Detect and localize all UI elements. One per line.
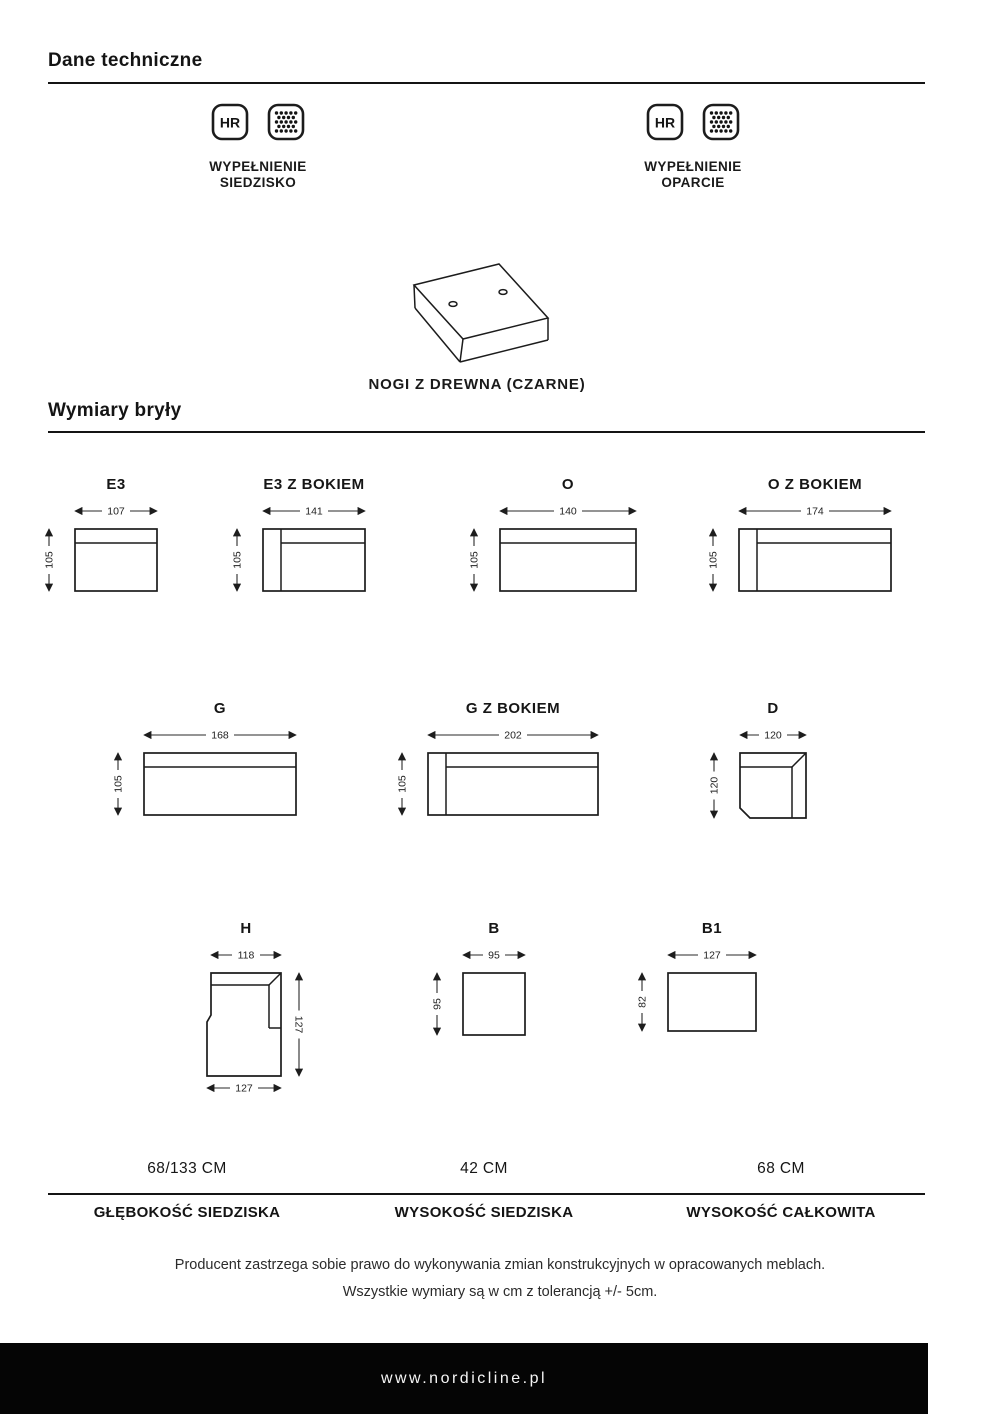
hr-badge-text: HR bbox=[219, 114, 241, 131]
module-d bbox=[700, 700, 812, 829]
module-title: O bbox=[561, 476, 575, 493]
height-dimension: 105 bbox=[396, 775, 409, 793]
module-title: H bbox=[240, 920, 252, 937]
module-h bbox=[201, 920, 319, 1105]
module-title: O Z BOKIEM bbox=[767, 476, 863, 493]
width-dimension: 140 bbox=[559, 505, 577, 518]
module-title: D bbox=[767, 700, 779, 717]
summary-value: 68/133 CM bbox=[147, 1160, 227, 1177]
summary-divider bbox=[48, 1193, 925, 1195]
height-dimension: 105 bbox=[707, 551, 720, 569]
width-dimension: 202 bbox=[504, 729, 522, 742]
width-dimension: 127 bbox=[703, 949, 721, 962]
summary-label: GŁĘBOKOŚĆ SIEDZISKA bbox=[93, 1204, 281, 1221]
module-b bbox=[423, 920, 531, 1046]
summary-seat-height bbox=[334, 1160, 634, 1178]
filling-seat-label bbox=[158, 159, 358, 191]
module-title: B bbox=[488, 920, 500, 937]
legs-illustration bbox=[396, 256, 566, 373]
heading-divider bbox=[48, 431, 925, 433]
filling-back-group bbox=[593, 103, 793, 191]
legs-caption: NOGI Z DREWNA (CZARNE) bbox=[368, 376, 586, 393]
module-o-z-bokiem bbox=[699, 476, 897, 602]
disclaimer-line2: Wszystkie wymiary są w cm z tolerancją +/- 5cm. bbox=[342, 1283, 658, 1300]
filling-pattern-icon bbox=[267, 103, 305, 141]
height-dimension: 127 bbox=[292, 1015, 305, 1034]
heading-divider bbox=[48, 82, 925, 84]
height-dimension: 105 bbox=[231, 551, 244, 569]
module-g bbox=[104, 700, 302, 826]
summary-seat-depth bbox=[37, 1160, 337, 1178]
disclaimer-line1: Producent zastrzega sobie prawo do wykonywania zmian konstrukcyjnych w opracowanych meblach. bbox=[174, 1257, 826, 1273]
summary-label: WYSOKOŚĆ SIEDZISKA bbox=[394, 1204, 574, 1221]
dimensions-heading: Wymiary bryły bbox=[48, 400, 182, 421]
module-b1 bbox=[628, 920, 762, 1042]
filling-back-label-line2: OPARCIE bbox=[661, 174, 725, 190]
module-title: G Z BOKIEM bbox=[465, 700, 561, 717]
module-e3 bbox=[35, 476, 163, 602]
width-dimension: 120 bbox=[764, 729, 782, 742]
module-g-z-bokiem bbox=[388, 700, 604, 826]
summary-label: WYSOKOŚĆ CAŁKOWITA bbox=[686, 1204, 876, 1221]
footer-bar bbox=[0, 1343, 928, 1414]
filling-seat-group bbox=[158, 103, 358, 191]
module-title: B1 bbox=[701, 920, 723, 937]
width-dimension: 168 bbox=[211, 729, 229, 742]
summary-seat-height-label bbox=[334, 1204, 634, 1221]
height-dimension: 82 bbox=[636, 996, 649, 1008]
width-dimension: 141 bbox=[305, 505, 323, 518]
width-dimension: 118 bbox=[237, 949, 255, 962]
module-title: E3 Z BOKIEM bbox=[263, 476, 365, 493]
summary-total-height-label bbox=[631, 1204, 931, 1221]
disclaimer bbox=[0, 1252, 1000, 1306]
filling-pattern-icon bbox=[702, 103, 740, 141]
filling-back-label bbox=[593, 159, 793, 191]
width-dimension: 174 bbox=[806, 505, 824, 518]
height-dimension: 105 bbox=[43, 551, 56, 569]
summary-value: 68 CM bbox=[757, 1160, 805, 1177]
height-dimension: 105 bbox=[468, 551, 481, 569]
summary-value: 42 CM bbox=[460, 1160, 508, 1177]
hr-foam-icon bbox=[646, 103, 684, 141]
hr-foam-icon bbox=[211, 103, 249, 141]
filling-back-label-line1: WYPEŁNIENIE bbox=[644, 159, 742, 174]
module-o bbox=[460, 476, 642, 602]
module-e3-z-bokiem bbox=[223, 476, 371, 602]
technical-data-heading: Dane techniczne bbox=[48, 50, 203, 71]
width-dimension: 95 bbox=[488, 949, 500, 962]
filling-seat-label-line1: WYPEŁNIENIE bbox=[209, 159, 307, 174]
footer-url: www.nordicline.pl bbox=[380, 1369, 548, 1387]
filling-seat-label-line2: SIEDZISKO bbox=[219, 174, 297, 190]
height-dimension: 120 bbox=[708, 776, 721, 795]
height-dimension: 105 bbox=[112, 775, 125, 793]
module-title: G bbox=[213, 700, 227, 717]
height-dimension: 95 bbox=[431, 998, 444, 1010]
width-dimension: 107 bbox=[107, 505, 125, 518]
bottom-width-dimension: 127 bbox=[235, 1082, 253, 1095]
module-title: E3 bbox=[106, 476, 126, 493]
hr-badge-text: HR bbox=[654, 114, 676, 131]
summary-total-height bbox=[631, 1160, 931, 1178]
summary-seat-depth-label bbox=[37, 1204, 337, 1221]
